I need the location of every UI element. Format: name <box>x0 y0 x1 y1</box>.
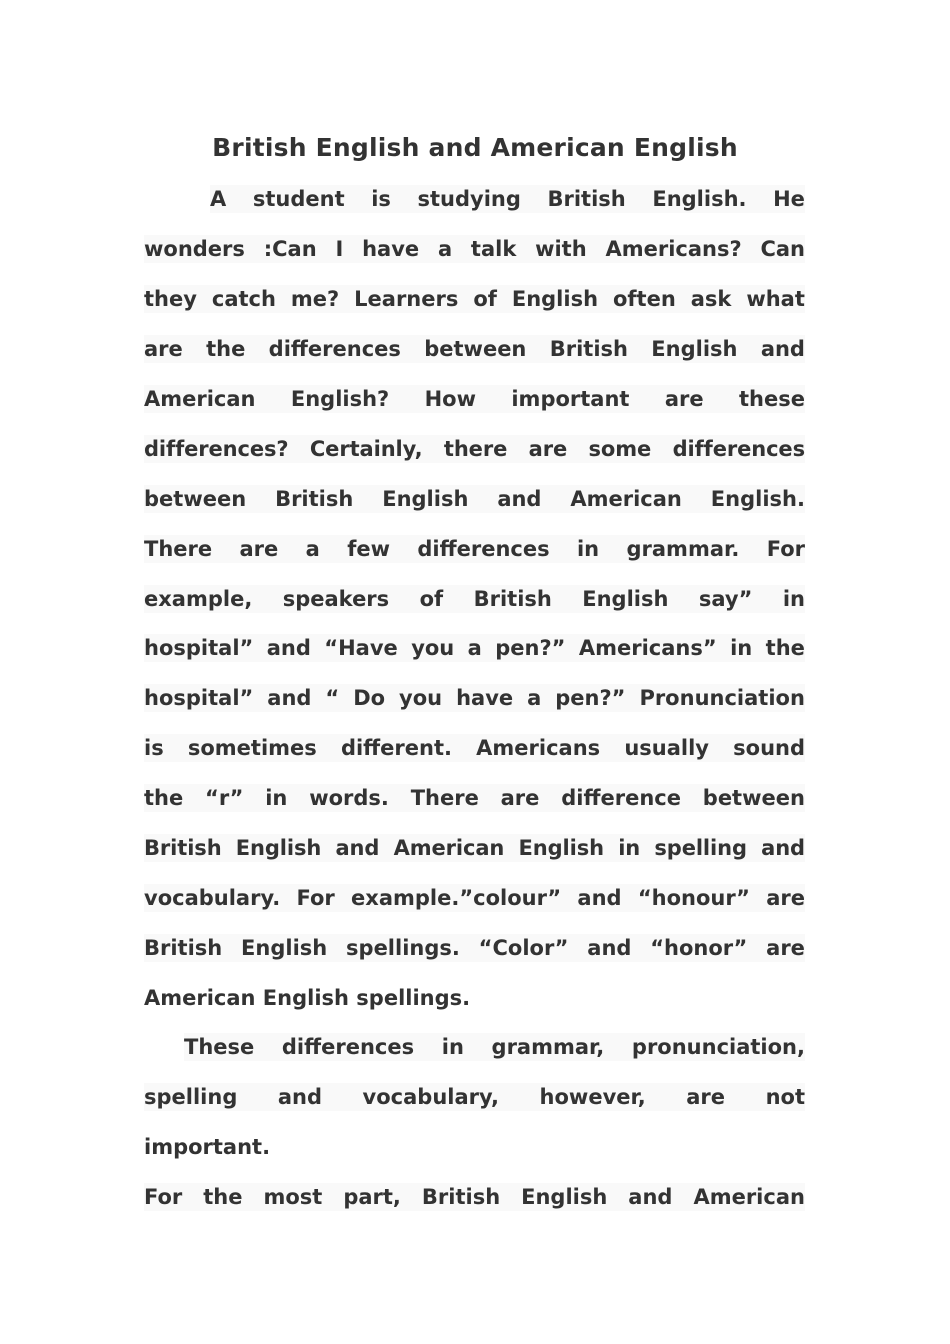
word: American <box>393 836 505 860</box>
word: some <box>588 437 652 461</box>
word: what <box>746 287 805 311</box>
word: differences <box>672 437 805 461</box>
paragraph-line <box>144 435 805 463</box>
word: These <box>184 1035 255 1059</box>
word: talk <box>470 237 517 261</box>
word: British <box>473 587 552 611</box>
paragraph-line <box>144 834 805 862</box>
word: spelling <box>144 1085 238 1109</box>
paragraph-line <box>144 485 805 513</box>
paragraph-line <box>144 335 805 363</box>
word: a <box>437 237 453 261</box>
word: and <box>267 686 312 710</box>
word: Do <box>353 686 386 710</box>
word: in <box>730 636 753 660</box>
word: grammar. <box>626 537 740 561</box>
word: and <box>761 836 805 860</box>
word: and <box>577 886 622 910</box>
word: part, <box>343 1185 401 1209</box>
word: There <box>410 786 479 810</box>
paragraph-line <box>144 1083 805 1111</box>
word: British <box>144 936 223 960</box>
word: differences <box>268 337 401 361</box>
word: How <box>424 387 476 411</box>
word: are <box>686 1085 726 1109</box>
word: English <box>651 337 738 361</box>
word: hospital” <box>144 686 254 710</box>
word: English. <box>710 487 805 511</box>
word: English. <box>652 187 747 211</box>
word: usually <box>624 736 709 760</box>
word: Certainly, <box>309 437 423 461</box>
word: vocabulary. <box>144 886 281 910</box>
word: sound <box>733 736 805 760</box>
word: pronunciation, <box>631 1035 805 1059</box>
word: in <box>265 786 288 810</box>
document-title: British English and American English <box>212 133 738 162</box>
word: in <box>618 836 641 860</box>
word: are <box>239 537 279 561</box>
word: often <box>612 287 676 311</box>
word: English <box>582 587 669 611</box>
word: me? <box>290 287 340 311</box>
paragraph-line <box>144 1183 805 1211</box>
paragraph-line <box>144 784 805 812</box>
word: and <box>587 936 632 960</box>
word: are <box>766 936 805 960</box>
word: are <box>500 786 540 810</box>
paragraph-line <box>144 535 805 563</box>
word: a <box>305 537 320 561</box>
paragraph-line <box>144 385 805 413</box>
word: For <box>766 537 805 561</box>
word: you <box>411 636 455 660</box>
word: British <box>144 836 222 860</box>
paragraph-line-last: important. <box>144 1135 271 1159</box>
word: different. <box>340 736 452 760</box>
word: these <box>738 387 805 411</box>
word: between <box>702 786 805 810</box>
word: are <box>664 387 704 411</box>
word: hospital” <box>144 636 254 660</box>
paragraph-line-last: American English spellings. <box>144 986 471 1010</box>
paragraph-line <box>144 884 805 912</box>
word: British <box>421 1185 501 1209</box>
word: English <box>241 936 328 960</box>
word: “Color” <box>478 936 569 960</box>
word: English? <box>290 387 390 411</box>
word: the <box>144 786 184 810</box>
word: Americans <box>476 736 601 760</box>
word: the <box>765 636 805 660</box>
word: words. <box>309 786 389 810</box>
word: and <box>497 487 542 511</box>
word: Americans” <box>578 636 717 660</box>
word: sometimes <box>187 736 317 760</box>
word: are <box>528 437 568 461</box>
word: they <box>144 287 197 311</box>
word: English <box>521 1185 608 1209</box>
word: British <box>549 337 628 361</box>
word: the <box>203 1185 243 1209</box>
word: difference <box>561 786 681 810</box>
word: grammar, <box>491 1035 605 1059</box>
word: Can <box>760 237 805 261</box>
word: He <box>773 187 805 211</box>
word: most <box>263 1185 323 1209</box>
word: vocabulary, <box>362 1085 500 1109</box>
word: studying <box>417 187 521 211</box>
word: between <box>144 487 247 511</box>
word: example, <box>144 587 253 611</box>
word: between <box>424 337 527 361</box>
word: student <box>252 187 345 211</box>
paragraph-line <box>144 734 805 762</box>
word: there <box>443 437 508 461</box>
word: you <box>399 686 443 710</box>
word: English <box>511 287 599 311</box>
word: Americans? <box>605 237 742 261</box>
word: are <box>766 886 805 910</box>
word: “honor” <box>650 936 748 960</box>
word: are <box>144 337 183 361</box>
word: in <box>441 1035 464 1059</box>
word: and <box>628 1185 673 1209</box>
word: American <box>144 387 256 411</box>
word: catch <box>211 287 276 311</box>
word: a <box>527 686 542 710</box>
paragraph-line <box>144 684 805 712</box>
word: A <box>210 187 227 211</box>
paragraph-line <box>210 185 805 213</box>
word: of <box>419 587 444 611</box>
word: ask <box>690 287 732 311</box>
word: say” <box>698 587 753 611</box>
word: however, <box>539 1085 646 1109</box>
word: in <box>576 537 600 561</box>
word: spellings. <box>346 936 460 960</box>
word: “honour” <box>637 886 750 910</box>
paragraph-line <box>144 235 805 263</box>
word: “Have <box>324 636 398 660</box>
word: American <box>693 1185 805 1209</box>
paragraph-line <box>144 634 805 662</box>
word: differences <box>281 1035 415 1059</box>
word: example.”colour” <box>351 886 562 910</box>
word: not <box>765 1085 805 1109</box>
word: For <box>144 1185 183 1209</box>
word: and <box>266 636 311 660</box>
word: is <box>144 736 164 760</box>
word: and <box>335 836 380 860</box>
word: spelling <box>654 836 747 860</box>
word: American <box>570 487 682 511</box>
paragraph-line <box>144 934 805 962</box>
word: English <box>235 836 322 860</box>
word: have <box>456 686 514 710</box>
word: British <box>275 487 354 511</box>
word: and <box>277 1085 323 1109</box>
word: British <box>547 187 626 211</box>
word: important <box>511 387 630 411</box>
word: There <box>144 537 213 561</box>
word: I <box>335 237 344 261</box>
word: Pronunciation <box>639 686 805 710</box>
word: the <box>206 337 246 361</box>
word: “ <box>325 686 340 710</box>
word: with <box>535 237 587 261</box>
paragraph-line <box>144 285 805 313</box>
word: in <box>782 587 805 611</box>
word: English <box>382 487 469 511</box>
word: differences? <box>144 437 289 461</box>
paragraph-line <box>144 585 805 613</box>
word: English <box>518 836 604 860</box>
word: “r” <box>205 786 244 810</box>
word: pen?” <box>495 636 566 660</box>
word: speakers <box>282 587 390 611</box>
word: Learners <box>354 287 459 311</box>
word: is <box>371 187 391 211</box>
word: a <box>467 636 482 660</box>
paragraph-line <box>184 1033 805 1061</box>
word: and <box>760 337 805 361</box>
word: few <box>347 537 390 561</box>
word: For <box>296 886 335 910</box>
word: :Can <box>263 237 317 261</box>
word: differences <box>417 537 550 561</box>
word: wonders <box>144 237 245 261</box>
word: of <box>473 287 497 311</box>
word: pen?” <box>555 686 626 710</box>
word: have <box>362 237 420 261</box>
